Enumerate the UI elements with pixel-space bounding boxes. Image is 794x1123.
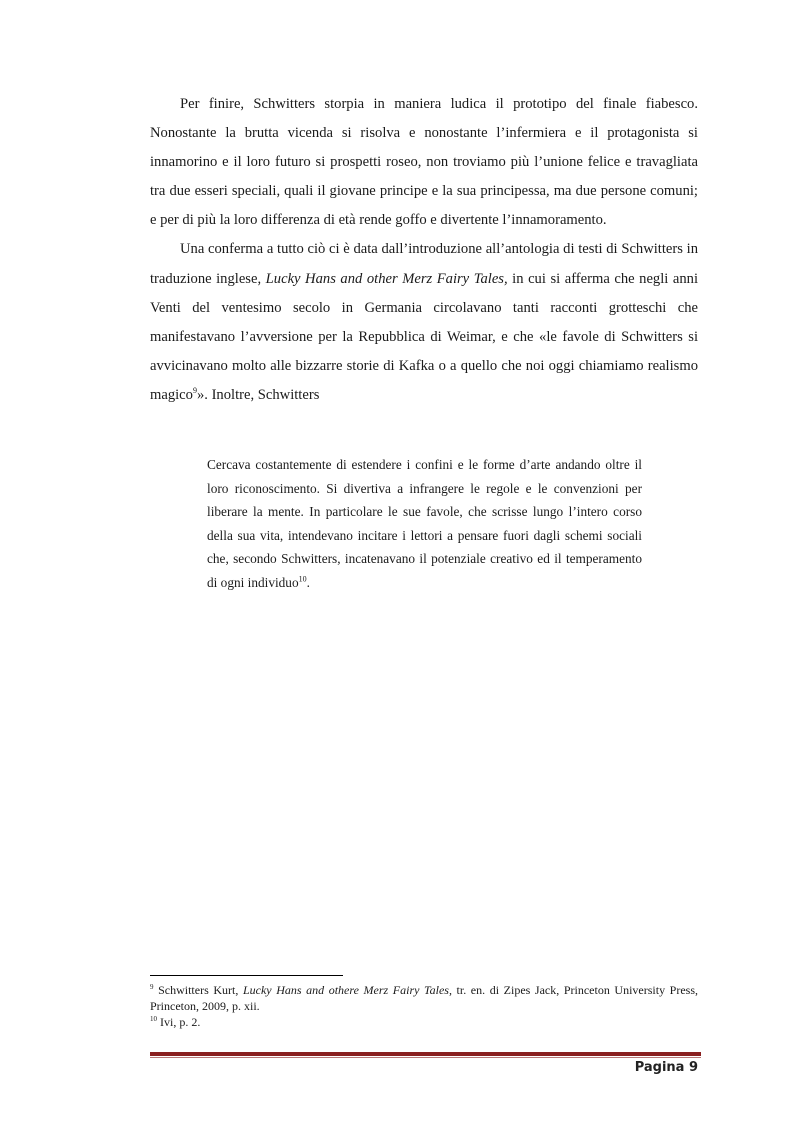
footnote-separator [150, 975, 343, 976]
block-quote [207, 453, 642, 595]
page-number: Pagina 9 [634, 1060, 698, 1075]
footnote-10-number: 10 [150, 1015, 157, 1023]
footnote-10 [150, 1014, 698, 1030]
footnote-10-text: Ivi, p. 2. [157, 1015, 201, 1029]
paragraph-1 [150, 90, 698, 235]
paragraph-2-mid: in cui si afferma che negli anni Venti del ventesimo secolo in Germania circolavano tanti racconti grotteschi che manifestavano l’avversione per la Repubblica di Weimar, e che «le favole di Schwitters si avvicinavano molto alle bizzarre storie di Kafka o a quello che noi oggi chiamiamo realismo magico [150, 270, 699, 403]
footnotes [150, 982, 698, 1030]
quote-end: . [306, 574, 310, 590]
body-text [150, 90, 698, 410]
paragraph-2-end: ». Inoltre, Schwitters [196, 386, 320, 403]
footnote-ref-10[interactable]: 10 [298, 574, 307, 584]
footnote-ref-9[interactable]: 9 [192, 386, 197, 396]
footnote-9 [150, 982, 698, 1014]
quote-paragraph [207, 453, 642, 595]
paragraph-2-start: Una conferma a tutto ciò ci è data dall’introduzione all’antologia di testi di Schwitters in traduzione inglese, [150, 241, 698, 287]
footer-rule-thin [150, 1057, 701, 1058]
footnote-9-end: tr. en. di Zipes Jack, Princeton University Press, Princeton, 2009, p. xii. [150, 983, 699, 1013]
quote-text: Cercava costantemente di estendere i confini e le forme d’arte andando oltre il loro riconoscimento. Si divertiva a infrangere le regole e le convenzioni per liberare la mente. In particolare le sue favole, che scrisse lungo l’intero corso della sua vita, intendevano incitare i lettori a pensare fuori dagli schemi sociali che, secondo Schwitters, incatenavano il potenziale creativo ed il temperamento di ogni individuo [207, 457, 642, 590]
footnote-9-number: 9 [150, 983, 154, 991]
footnote-9-title: Lucky Hans and othere Merz Fairy Tales, [242, 983, 452, 997]
book-title: Lucky Hans and other Merz Fairy Tales, [265, 270, 508, 287]
paragraph-1-text: Per finire, Schwitters storpia in maniera ludica il prototipo del finale fiabesco. Nonostante la brutta vicenda si risolva e nonostante l’infermiera e il protagonista si innamorino e il loro futuro si prospetti roseo, non troviamo più l’unione felice e travagliata tra due esseri speciali, quali il giovane principe e la sua principessa, ma due persone comuni; e per di più la loro differenza di età rende goffo e divertente l’innamoramento. [150, 96, 698, 229]
footnote-9-start: Schwitters Kurt, [153, 983, 243, 997]
paragraph-2 [150, 235, 698, 410]
footer-rule [150, 1052, 701, 1056]
